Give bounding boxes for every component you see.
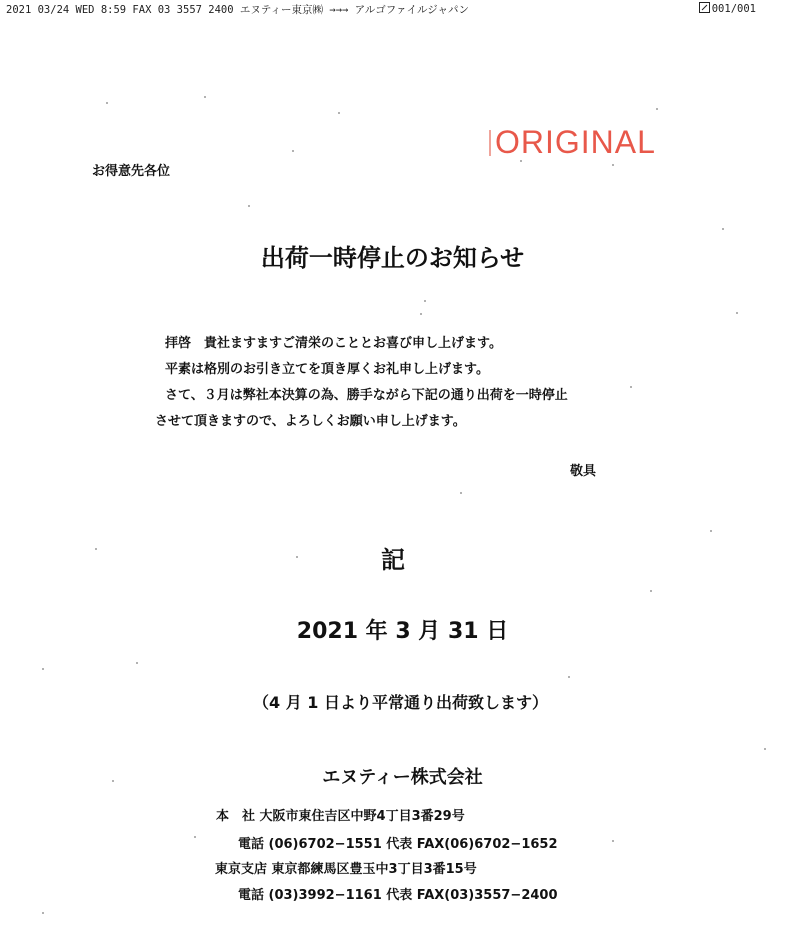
tokyo-branch-address: 東京支店 東京都練馬区豊玉中3丁目3番15号 xyxy=(215,862,477,877)
head-office-phone: 電話 (06)6702−1551 代表 FAX(06)6702−1652 xyxy=(238,837,558,852)
page-counter-text: 001/001 xyxy=(711,3,756,15)
body-line-2: 平素は格別のお引き立てを頂き厚くお礼申し上げます。 xyxy=(165,362,489,377)
fax-header-text: 2021 03/24 WED 8:59 FAX 03 3557 2400 エヌティー東京㈱ →→→ アルゴファイルジャパン xyxy=(6,4,470,16)
tokyo-branch-phone: 電話 (03)3992−1161 代表 FAX(03)3557−2400 xyxy=(238,888,558,903)
fax-page-icon xyxy=(699,2,710,13)
body-line-1: 拝啓 貴社ますますご清栄のこととお喜び申し上げます。 xyxy=(165,336,502,351)
closing-phrase: 敬具 xyxy=(570,464,597,479)
ki-heading: 記 xyxy=(381,546,405,574)
head-office-address: 本 社 大阪市東住吉区中野4丁目3番29号 xyxy=(216,809,465,824)
body-line-3: さて、３月は弊社本決算の為、勝手ながら下記の通り出荷を一時停止 xyxy=(165,388,568,403)
suspension-date: 2021 年 3 月 31 日 xyxy=(296,619,509,644)
original-stamp: ORIGINAL xyxy=(495,124,656,160)
body-line-4: させて頂きますので、よろしくお願い申し上げます。 xyxy=(155,414,466,429)
company-name: エヌティー株式会社 xyxy=(322,767,483,788)
fax-page-counter xyxy=(699,2,756,15)
stamp-mark xyxy=(489,130,491,156)
document-title-text: 出荷一時停止のお知らせ xyxy=(260,244,525,272)
document-title xyxy=(0,238,785,273)
salutation: お得意先各位 xyxy=(92,164,171,179)
resume-note: （4 月 1 日より平常通り出荷致します） xyxy=(253,693,548,712)
fax-transmission-header xyxy=(6,2,778,18)
